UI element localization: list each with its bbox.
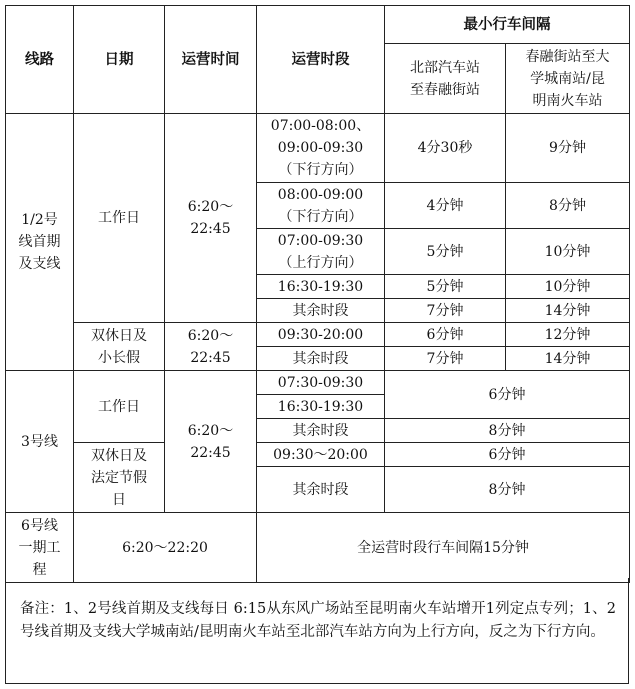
line6-op-time: 6:20～22:20	[74, 513, 257, 583]
line3-offpeak-interval: 8分钟	[385, 419, 630, 443]
line3-period: 09:30～20:00	[257, 443, 385, 467]
header-op-time: 运营时间	[165, 6, 257, 114]
line3-workday: 工作日	[74, 371, 165, 443]
line3-op-time: 6:20～ 22:45	[165, 371, 257, 513]
line12-period: 07:00-08:00、 09:00-09:30 （下行方向）	[257, 114, 385, 183]
line3-weekend-peak-interval: 6分钟	[385, 443, 630, 467]
line12-interval-north: 6分钟	[385, 323, 506, 347]
line12-period: 09:30-20:00	[257, 323, 385, 347]
line12-interval-south: 9分钟	[506, 114, 630, 183]
line12-interval-north: 5分钟	[385, 229, 506, 275]
line12-interval-north: 7分钟	[385, 299, 506, 323]
line12-period: 其余时段	[257, 299, 385, 323]
line12-interval-south: 10分钟	[506, 275, 630, 299]
header-date: 日期	[74, 6, 165, 114]
line3-period: 其余时段	[257, 467, 385, 513]
line12-interval-north: 4分30秒	[385, 114, 506, 183]
line12-interval-south: 12分钟	[506, 323, 630, 347]
line12-interval-south: 8分钟	[506, 183, 630, 229]
line12-interval-north: 4分钟	[385, 183, 506, 229]
header-segment-north: 北部汽车站 至春融街站	[385, 44, 506, 114]
footnote: 备注：1、2号线首期及支线每日 6:15从东风广场站至昆明南火车站增开1列定点专列；1、2号线首期及支线大学城南站/昆明南火车站至北部汽车站方向为上行方向，反之为下行方向。	[5, 578, 629, 684]
line12-interval-north: 7分钟	[385, 347, 506, 371]
line6-interval: 全运营时段行车间隔15分钟	[257, 513, 630, 583]
line3-weekend: 双休日及 法定节假 日	[74, 443, 165, 513]
line3-weekend-offpeak-interval: 8分钟	[385, 467, 630, 513]
line12-interval-north: 5分钟	[385, 275, 506, 299]
line12-interval-south: 14分钟	[506, 299, 630, 323]
line3-period: 16:30-19:30	[257, 395, 385, 419]
line3-period: 其余时段	[257, 419, 385, 443]
line12-workday-time: 6:20～ 22:45	[165, 114, 257, 323]
line12-weekend-time: 6:20～ 22:45	[165, 323, 257, 371]
header-min-interval: 最小行车间隔	[385, 6, 630, 44]
interval-table	[5, 5, 630, 583]
line12-weekend: 双休日及 小长假	[74, 323, 165, 371]
line12-name: 1/2号 线首期 及支线	[6, 114, 74, 371]
line3-peak-interval: 6分钟	[385, 371, 630, 419]
header-route: 线路	[6, 6, 74, 114]
line12-interval-south: 14分钟	[506, 347, 630, 371]
line12-workday: 工作日	[74, 114, 165, 323]
line3-name: 3号线	[6, 371, 74, 513]
line6-name: 6号线 一期工 程	[6, 513, 74, 583]
line12-interval-south: 10分钟	[506, 229, 630, 275]
header-segment-south: 春融街站至大 学城南站/昆 明南火车站	[506, 44, 630, 114]
header-op-period: 运营时段	[257, 6, 385, 114]
line12-period: 07:00-09:30 （上行方向）	[257, 229, 385, 275]
line12-period: 其余时段	[257, 347, 385, 371]
line3-period: 07:30-09:30	[257, 371, 385, 395]
line12-period: 16:30-19:30	[257, 275, 385, 299]
line12-period: 08:00-09:00 （下行方向）	[257, 183, 385, 229]
